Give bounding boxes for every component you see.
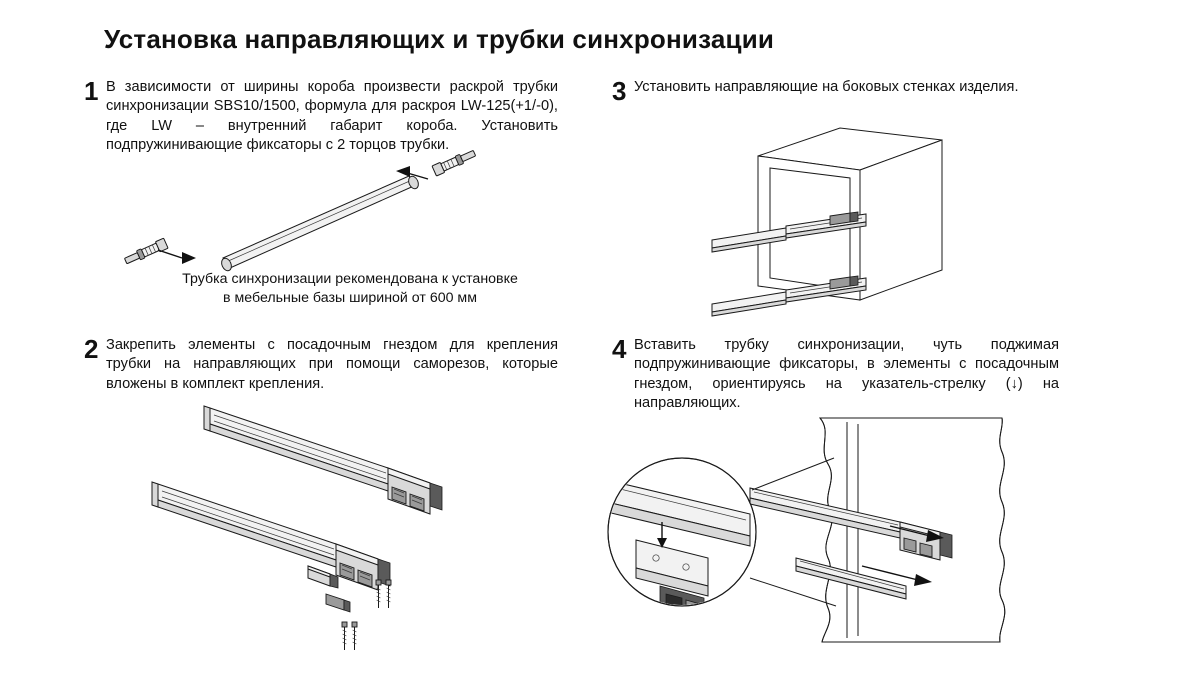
figure-1-caption-line-2: в мебельные базы шириной от 600 мм <box>223 290 477 307</box>
step-1-number: 1 <box>84 76 99 106</box>
step-3-text: Установить направляющие на боковых стенках изделия. <box>634 79 1019 95</box>
figure-rails-with-sockets <box>130 388 490 658</box>
figure-1-caption-line-1: Трубка синхронизации рекомендована к установке <box>182 271 518 287</box>
screw-icon <box>376 580 381 608</box>
magnifier-detail-circle-icon <box>590 458 836 622</box>
figure-cabinet-with-rails <box>690 118 990 338</box>
step-1-text: В зависимости от ширины короба произвести раскрой трубки синхронизации SBS10/1500, формула для раскроя LW-125(+1/-0), где LW – внутренний габарит короба. Установить подпружинивающие фиксаторы с 2 торцов трубки. <box>106 79 558 154</box>
step-4-number: 4 <box>612 334 627 364</box>
screw-icon <box>386 580 391 608</box>
screw-icon <box>342 622 347 650</box>
figure-sync-tube <box>110 162 470 287</box>
figure-tube-insertion-detail <box>600 410 1030 650</box>
arrow-right-icon <box>158 250 196 264</box>
step-4-text: Вставить трубку синхронизации, чуть поджимая подпружинивающие фиксаторы, в элементы с посадочным гнездом, ориентируясь на указатель-стрелку (↓) на направляющих. <box>634 337 1059 412</box>
step-2-number: 2 <box>84 334 99 364</box>
page-title: Установка направляющих и трубки синхронизации <box>104 24 775 54</box>
step-3-number: 3 <box>612 76 627 106</box>
step-2-text: Закрепить элементы с посадочным гнездом для крепления трубки на направляющих при помощи саморезов, которые вложены в комплект крепления. <box>106 337 558 392</box>
figure-1-caption <box>150 270 550 308</box>
screw-icon <box>352 622 357 650</box>
